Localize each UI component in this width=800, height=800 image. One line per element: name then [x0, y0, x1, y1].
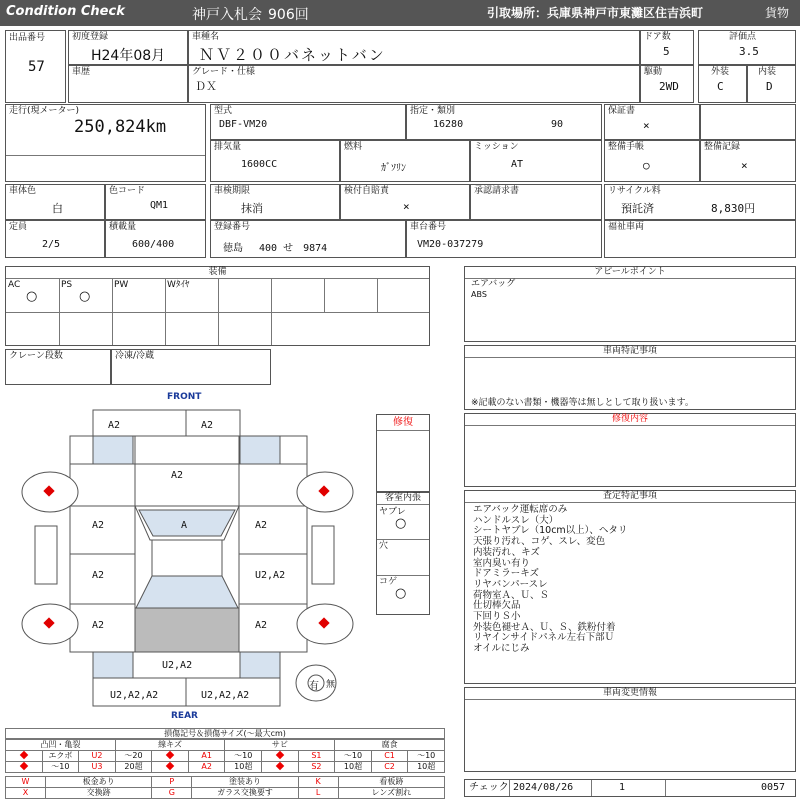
- legend-footer-text: ガラス交換要す: [192, 788, 298, 799]
- color-code-value: QM1: [150, 200, 169, 211]
- color-code-box: [105, 184, 206, 220]
- cabin-yabure-label: ヤブレ: [379, 507, 406, 517]
- fuel-value: ｶﾞｿﾘﾝ: [381, 163, 406, 174]
- legend-cell: 10超: [335, 762, 372, 773]
- name-value: ＮＶ２００バネットバン: [199, 46, 386, 64]
- dmg-right-rear: A2: [255, 620, 268, 631]
- interior-label: 内装: [758, 67, 777, 77]
- model-value: DBF-VM20: [219, 119, 268, 130]
- check-date: 2024/08/26: [513, 782, 574, 793]
- spare-tire-alt: 無: [326, 680, 336, 690]
- recycle-value: 8,830円: [711, 202, 756, 215]
- pickup-location: 引取場所：兵庫県神戸市東灘区住吉浜町: [487, 6, 704, 20]
- inspection-note-line: オイルにじみ: [473, 643, 530, 655]
- legend-footer-text: 塗装あり: [192, 777, 298, 788]
- designation-box: [406, 104, 602, 140]
- dmg-bumper-left: U2,A2,A2: [110, 690, 159, 701]
- interior-box: [747, 65, 796, 103]
- vehicle-category: 貨物: [765, 6, 790, 20]
- first-reg-box: [68, 30, 188, 65]
- dmg-right-front-door: A2: [255, 520, 268, 531]
- legend-code: U3: [79, 762, 116, 773]
- inspection-note-line: ドアミラーキズ: [473, 568, 540, 580]
- repair-title: 修復内容: [465, 414, 795, 426]
- rear-label: REAR: [171, 711, 198, 721]
- cabin-title: 客室内張: [377, 493, 429, 505]
- drive-label: 駆動: [644, 67, 663, 77]
- equip-ps-label: PS: [61, 280, 73, 290]
- inspection-note-line: 仕切棒欠品: [473, 600, 521, 612]
- legend-group: 線キズ: [115, 740, 225, 751]
- check-number: 1: [619, 782, 626, 793]
- legend-cell: ～10: [335, 751, 372, 762]
- dmg-right-mid: U2,A2: [255, 570, 286, 581]
- approval-box: [470, 184, 602, 220]
- recycle-label: リサイクル料: [608, 186, 661, 196]
- maint-label: 整備手帳: [608, 142, 645, 152]
- inspection-note-line: 天張り汚れ、コゲ、スレ、変色: [473, 536, 606, 548]
- maint-record-label: 整備記録: [704, 142, 741, 152]
- inspection-note-line: 荷物室Ａ、Ｕ、Ｓ: [473, 589, 550, 601]
- mission-label: ミッション: [474, 142, 519, 152]
- change-info-panel: [464, 687, 796, 772]
- maint-value: ○: [643, 159, 650, 172]
- grade-value: ＤＸ: [195, 80, 217, 93]
- legend-footer-code: P: [152, 777, 192, 788]
- equip-ps-mark: ○: [79, 289, 91, 304]
- legend-code: C2: [371, 762, 408, 773]
- special-note: ※記載のない書類・機器等は無しとして取り扱います。: [471, 398, 694, 408]
- freezer-label: 冷凍/冷蔵: [115, 351, 155, 361]
- legend-cell: エクボ: [42, 751, 79, 762]
- first-reg-label: 初度登録: [72, 32, 109, 42]
- fuel-box: [340, 140, 470, 182]
- dmg-rear-center: U2,A2: [162, 660, 193, 671]
- exterior-label: 外装: [711, 67, 730, 77]
- lot-value: 57: [28, 59, 45, 75]
- repair-panel: [464, 413, 796, 487]
- inspection-box: [210, 184, 340, 220]
- front-label: FRONT: [167, 392, 202, 402]
- dmg-left-mid: A2: [92, 570, 105, 581]
- load-value: 600/400: [132, 239, 175, 250]
- legend-footer-code: W: [6, 777, 46, 788]
- legend-code: S1: [298, 751, 335, 762]
- header-bar: [0, 0, 800, 26]
- dmg-left-rear: A2: [92, 620, 105, 631]
- inspection-note-line: 外装色褪せＡ、Ｕ、Ｓ、鉄粉付着: [473, 621, 616, 633]
- body-color-value: 白: [52, 202, 63, 215]
- inspection-notes-list: [473, 505, 793, 655]
- warranty-extra-box: [700, 104, 796, 140]
- legend-footer-text: 板金あり: [46, 777, 152, 788]
- welfare-box: [604, 220, 796, 258]
- dmg-hood: A2: [171, 470, 184, 481]
- legend-footer-text: 交換跡: [46, 788, 152, 799]
- doors-value: 5: [663, 45, 670, 58]
- chassis-box: [406, 220, 602, 258]
- interior-value: D: [766, 80, 773, 93]
- legend-code: S2: [298, 762, 335, 773]
- score-label: 評価点: [729, 32, 757, 42]
- equip-wtire-label: Wﾀｲﾔ: [167, 280, 190, 290]
- load-box: [105, 220, 206, 258]
- equipment-grid: [5, 266, 430, 346]
- lot-box: [5, 30, 66, 103]
- score-value: 3.5: [739, 45, 759, 58]
- legend-cell: 10超: [225, 762, 262, 773]
- legend-cell: ～20: [115, 751, 152, 762]
- reg-no-value: 徳島 400 せ 9874: [223, 243, 328, 254]
- cabin-koge-mark: ○: [395, 586, 407, 601]
- dmg-windshield: A: [181, 520, 188, 531]
- grade-box: [188, 65, 640, 103]
- inspection-value: 抹消: [241, 202, 263, 215]
- damage-legend: [5, 728, 445, 799]
- repair-box: [376, 414, 430, 492]
- color-code-label: 色コード: [109, 186, 146, 196]
- legend-footer-code: X: [6, 788, 46, 799]
- body-color-label: 車体色: [9, 186, 37, 196]
- check-label: チェック: [469, 782, 509, 793]
- legend-group: 腐食: [335, 740, 445, 751]
- crane-box: [5, 349, 111, 385]
- score-box: [698, 30, 796, 65]
- equip-ac-label: AC: [8, 280, 21, 290]
- mileage-label: 走行(現メーター): [9, 106, 80, 116]
- doors-box: [640, 30, 694, 65]
- cabin-ana-label: 穴: [379, 541, 389, 551]
- cabin-koge-label: コゲ: [379, 577, 398, 587]
- legend-cell: ～10: [42, 762, 79, 773]
- mileage-value: 250,824km: [74, 117, 167, 137]
- recycle-status: 預託済: [621, 202, 654, 215]
- legend-footer: [5, 776, 445, 799]
- maint-record-box: [700, 140, 796, 182]
- recycle-box: [604, 184, 796, 220]
- legend-cell: 20超: [115, 762, 152, 773]
- exterior-box: [698, 65, 747, 103]
- body-color-box: [5, 184, 105, 220]
- special-title: 車両特記事項: [465, 346, 795, 358]
- insurance-label: 検付自賠責: [344, 186, 390, 196]
- model-label: 型式: [214, 106, 233, 116]
- warranty-box: [604, 104, 700, 140]
- capacity-box: [5, 220, 105, 258]
- class-value: 90: [551, 119, 564, 130]
- reg-no-label: 登録番号: [214, 222, 251, 232]
- capacity-label: 定員: [9, 222, 28, 232]
- legend-code: U2: [79, 751, 116, 762]
- special-panel: [464, 345, 796, 410]
- check-bar: [464, 779, 796, 797]
- inspection-note-line: ハンドルスレ（大）: [473, 514, 559, 526]
- equip-ac-mark: ○: [26, 289, 38, 304]
- history-box: [68, 65, 188, 103]
- load-label: 積載量: [109, 222, 137, 232]
- appeal-line: エアバッグ: [471, 279, 516, 289]
- repair-label: 修復: [377, 416, 429, 431]
- model-box: [210, 104, 406, 140]
- inspection-note-line: シートヤブレ（10cm以上）、ヘタリ: [473, 525, 628, 537]
- insurance-value: ×: [403, 200, 410, 213]
- change-info-title: 車両変更情報: [465, 688, 795, 700]
- first-reg-value: H24年08月: [91, 48, 166, 64]
- cabin-panel: [376, 492, 430, 615]
- appeal-line: ABS: [471, 290, 487, 299]
- maint-box: [604, 140, 700, 182]
- legend-title: 損傷記号＆損傷サイズ(～最大cm): [5, 728, 445, 739]
- history-label: 車歴: [72, 67, 91, 77]
- legend-group: サビ: [225, 740, 335, 751]
- lot-label: 出品番号: [9, 33, 46, 43]
- mission-value: AT: [511, 159, 524, 170]
- grade-label: グレード・仕様: [192, 67, 256, 77]
- appeal-title: アピールポイント: [465, 267, 795, 279]
- legend-footer-code: K: [298, 777, 338, 788]
- maint-record-value: ×: [741, 159, 748, 172]
- inspection-notes-title: 査定特記事項: [465, 491, 795, 503]
- crane-label: クレーン段数: [9, 351, 63, 361]
- dmg-bumper-right: U2,A2,A2: [201, 690, 250, 701]
- doors-label: ドア数: [644, 32, 671, 42]
- inspection-notes-panel: [464, 490, 796, 684]
- displacement-label: 排気量: [214, 142, 242, 152]
- legend-footer-code: G: [152, 788, 192, 799]
- welfare-label: 福祉車両: [608, 222, 645, 232]
- reg-no-box: [210, 220, 406, 258]
- auction-name: 神戸入札会: [192, 7, 262, 23]
- legend-cell: ～10: [225, 751, 262, 762]
- drive-box: [640, 65, 694, 103]
- legend-footer-text: 看板跡: [338, 777, 444, 788]
- inspection-note-line: 室内臭い有り: [473, 557, 531, 569]
- legend-code: C1: [371, 751, 408, 762]
- displacement-box: [210, 140, 340, 182]
- check-code: 0057: [761, 782, 786, 793]
- legend-footer-text: レンズ割れ: [338, 788, 444, 799]
- legend-cell: ～10: [408, 751, 445, 762]
- equipment-title: 装備: [6, 267, 429, 279]
- mileage-box: [5, 104, 206, 182]
- equip-pw-label: PW: [114, 280, 129, 290]
- approval-label: 承認請求書: [474, 186, 520, 196]
- inspection-note-line: 下回りＳ小: [473, 611, 521, 623]
- name-label: 車種名: [192, 32, 220, 42]
- dmg-front-right: A2: [201, 420, 214, 431]
- chassis-label: 車台番号: [410, 222, 447, 232]
- name-box: [188, 30, 640, 65]
- brand-title: Condition Check: [6, 4, 125, 19]
- mission-box: [470, 140, 602, 182]
- legend-cell: 10超: [408, 762, 445, 773]
- inspection-note-line: リヤバンパースレ: [473, 578, 548, 590]
- cabin-yabure-mark: ○: [395, 516, 407, 531]
- warranty-value: ×: [643, 119, 650, 132]
- legend-group: 凸凹・亀裂: [6, 740, 116, 751]
- inspection-label: 車検期限: [214, 186, 251, 196]
- freezer-box: [111, 349, 271, 385]
- dmg-left-front-door: A2: [92, 520, 105, 531]
- fuel-label: 燃料: [344, 142, 363, 152]
- drive-value: 2WD: [659, 80, 679, 93]
- warranty-label: 保証書: [608, 106, 636, 116]
- appeal-panel: [464, 266, 796, 342]
- dmg-front-left: A2: [108, 420, 121, 431]
- designation-label: 指定・類別: [410, 106, 456, 116]
- legend-code: A2: [188, 762, 225, 773]
- auction-round: 906回: [268, 7, 309, 23]
- exterior-value: C: [717, 80, 724, 93]
- legend-table: [5, 739, 445, 773]
- insurance-box: [340, 184, 470, 220]
- inspection-note-line: 内装汚れ、キズ: [473, 546, 540, 558]
- spare-tire-label: 有: [309, 681, 319, 692]
- legend-footer-code: L: [298, 788, 338, 799]
- inspection-note-line: リヤインサイドパネル左右下部Ｕ: [473, 632, 615, 644]
- capacity-value: 2/5: [42, 239, 61, 250]
- designation-value: 16280: [433, 119, 464, 130]
- chassis-value: VM20-037279: [417, 239, 484, 250]
- inspection-note-line: エアバック運転席のみ: [473, 504, 568, 515]
- displacement-value: 1600CC: [241, 159, 278, 170]
- legend-code: A1: [188, 751, 225, 762]
